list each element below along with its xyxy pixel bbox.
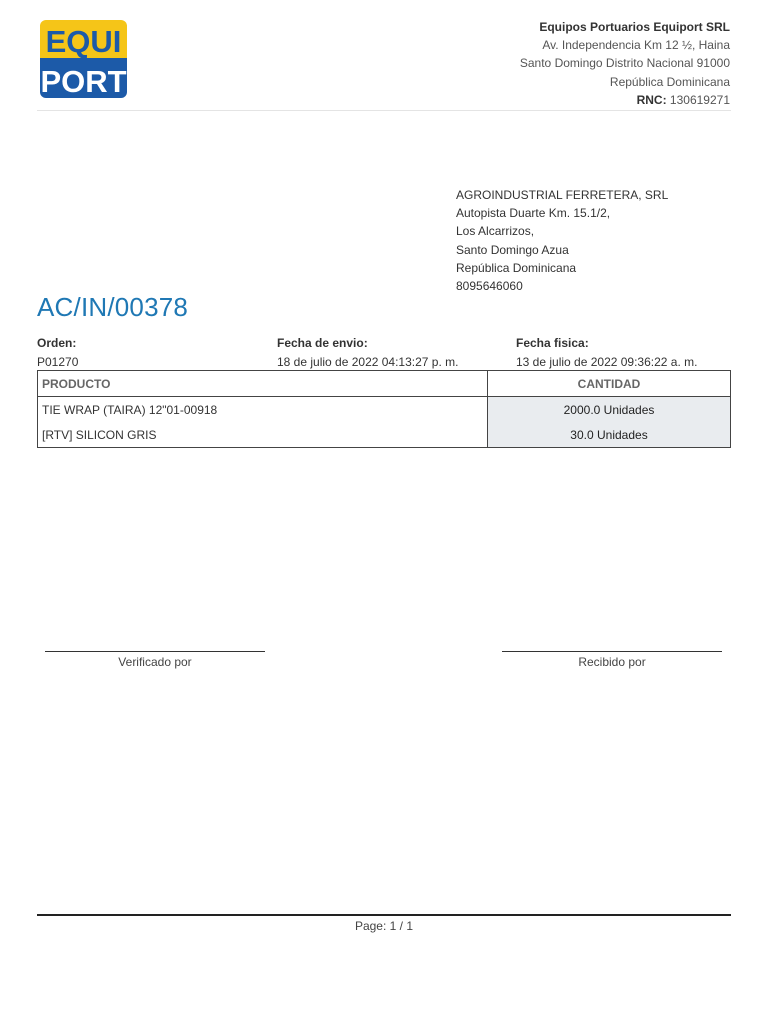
header-divider <box>37 110 731 111</box>
send-date-value: 18 de julio de 2022 04:13:27 p. m. <box>277 354 459 369</box>
physical-date-label: Fecha fisica: <box>516 336 589 350</box>
company-rnc <box>520 91 730 109</box>
partner-phone: 8095646060 <box>456 279 523 294</box>
partner-name: AGROINDUSTRIAL FERRETERA, SRL <box>456 188 669 202</box>
column-header-product: PRODUCTO <box>38 371 488 397</box>
page-total: 1 <box>406 919 414 933</box>
rnc-value: 130619271 <box>669 92 730 107</box>
send-date-info <box>277 334 458 371</box>
company-name: Equipos Portuarios Equiport SRL <box>539 20 730 34</box>
table-header-row <box>38 371 731 397</box>
company-address-block <box>520 18 730 109</box>
logo-text-top: EQUI <box>45 24 122 59</box>
company-country: República Dominicana <box>609 74 730 89</box>
received-by-label: Recibido por <box>578 655 646 669</box>
partner-address-block <box>456 186 668 295</box>
column-header-quantity: CANTIDAD <box>488 371 731 397</box>
partner-address-line-1: Autopista Duarte Km. 15.1/2, <box>456 206 611 221</box>
page-label: Page: <box>354 919 387 933</box>
logo-text-bottom: PORT <box>40 64 127 98</box>
company-address-line-1: Av. Independencia Km 12 ½, Haina <box>542 38 730 53</box>
page-separator: / <box>399 919 404 933</box>
equiport-logo <box>40 20 127 98</box>
received-signature-line <box>502 651 722 652</box>
page-footer <box>37 919 731 933</box>
order-label: Orden: <box>37 336 77 350</box>
table-row <box>38 397 731 423</box>
quantity-cell: 30.0 Unidades <box>488 422 731 448</box>
company-address-line-2: Santo Domingo Distrito Nacional 91000 <box>519 56 730 71</box>
product-cell: [RTV] SILICON GRIS <box>38 422 488 448</box>
verified-signature-line <box>45 651 265 652</box>
rnc-label: RNC: <box>636 92 667 107</box>
partner-address-line-2: Los Alcarrizos, <box>456 224 535 239</box>
order-info <box>37 334 78 371</box>
quantity-cell: 2000.0 Unidades <box>488 397 731 423</box>
table-row <box>38 422 731 448</box>
document-title: AC/IN/00378 <box>37 292 189 322</box>
footer-divider <box>37 914 731 916</box>
product-cell: TIE WRAP (TAIRA) 12"01-00918 <box>38 397 488 423</box>
order-value: P01270 <box>37 354 79 369</box>
send-date-label: Fecha de envio: <box>277 336 368 350</box>
physical-date-value: 13 de julio de 2022 09:36:22 a. m. <box>516 354 698 369</box>
verified-by-label: Verificado por <box>118 655 192 669</box>
page-current: 1 <box>389 919 397 933</box>
product-table <box>37 370 731 448</box>
partner-city: Santo Domingo Azua <box>456 242 569 257</box>
partner-country: República Dominicana <box>456 260 577 275</box>
physical-date-info <box>516 334 697 371</box>
